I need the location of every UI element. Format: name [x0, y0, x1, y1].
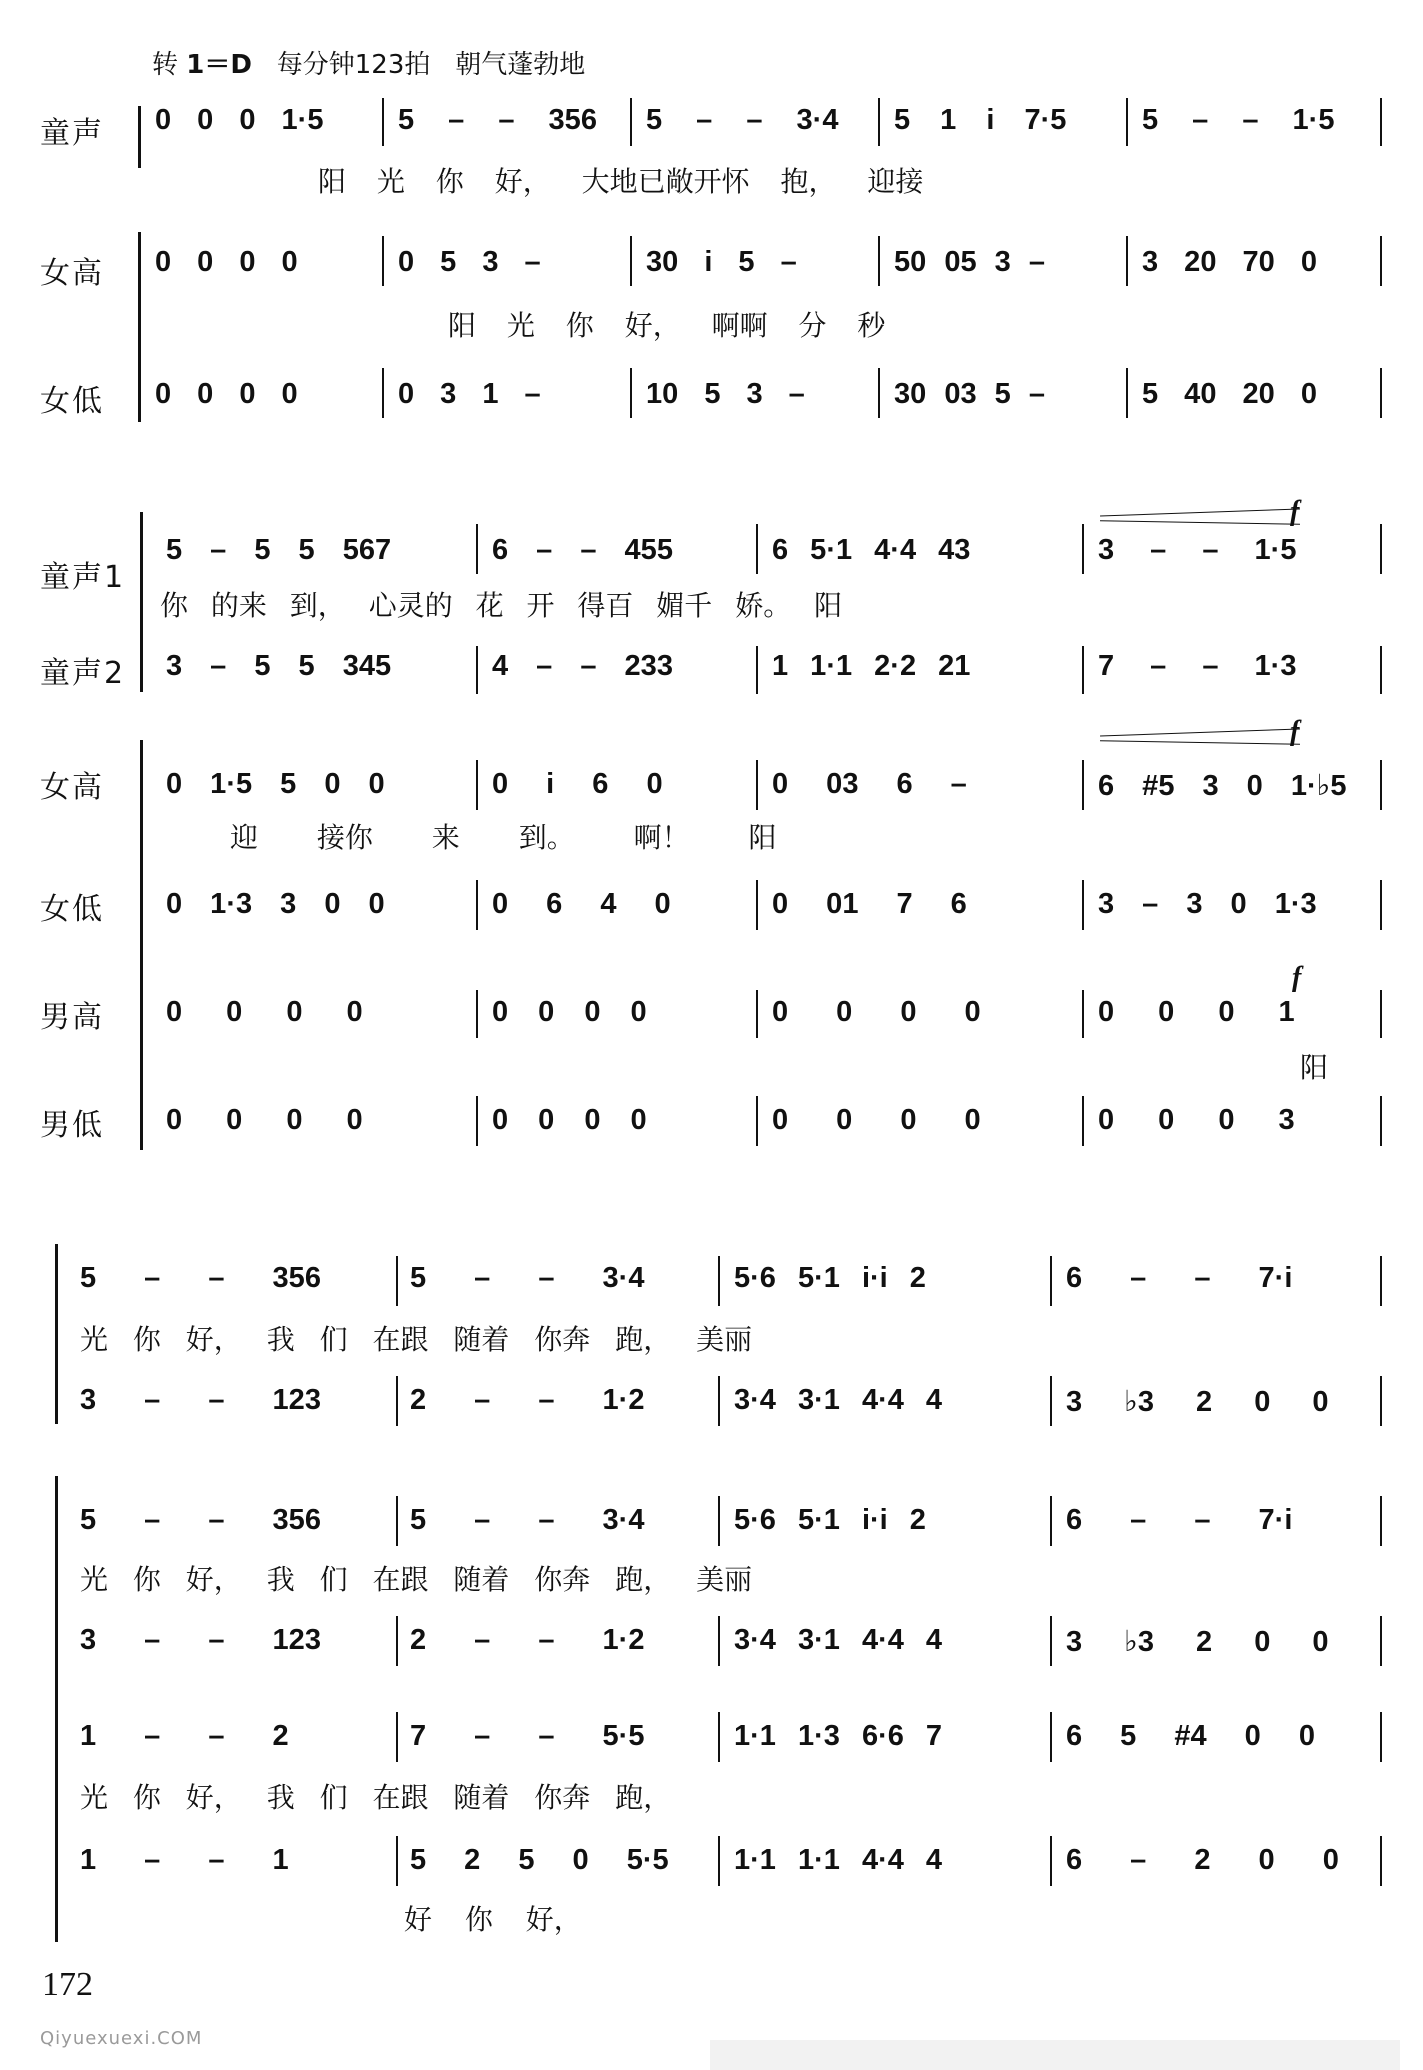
measure-notes: 5 – – 356 [80, 1262, 321, 1294]
measure-notes: 7 – – 5·5 [410, 1720, 645, 1752]
barline [1050, 1712, 1052, 1762]
barline [1082, 880, 1084, 930]
measure-notes: 0 3 1 – [398, 378, 541, 410]
measure-notes: 3 ♭3 2 0 0 [1066, 1386, 1329, 1418]
measure-notes: 2 – – 1·2 [410, 1384, 645, 1416]
barline [1380, 1096, 1382, 1146]
lyrics-line: 光 你 好， 我 们 在跟 随着 你奔 跑， 美丽 [80, 1323, 753, 1356]
barline [1380, 646, 1382, 694]
barline [718, 1256, 720, 1306]
measure-notes: 0 i 6 0 [492, 768, 663, 800]
measure-notes: 2 – – 1·2 [410, 1624, 645, 1656]
measure-notes: 6 – – 7·i [1066, 1504, 1293, 1536]
crescendo-hairpin [1100, 509, 1300, 517]
measure-notes: 6 – – 455 [492, 534, 673, 566]
measure-notes: 10 5 3 – [646, 378, 805, 410]
barline [1380, 760, 1382, 810]
barline [1050, 1836, 1052, 1886]
barline [756, 760, 758, 810]
barline [1126, 236, 1128, 286]
voice-label: 男低 [40, 1108, 104, 1143]
barline [1380, 1836, 1382, 1886]
dynamic-forte: f [1290, 496, 1300, 527]
measure-notes: 0 0 0 0 [772, 996, 981, 1028]
measure-notes: 6 – 2 0 0 [1066, 1844, 1339, 1876]
measure-notes: 0 0 0 1·5 [155, 104, 324, 136]
barline [476, 990, 478, 1038]
measure-notes: 3 ♭3 2 0 0 [1066, 1626, 1329, 1658]
barline [1082, 1096, 1084, 1146]
barline [1380, 368, 1382, 418]
measure-notes: 6 5·1 4·4 43 [772, 534, 971, 566]
measure-notes: 0 0 0 0 [166, 1104, 363, 1136]
barline [1082, 646, 1084, 694]
measure-notes: 0 0 0 0 [166, 996, 363, 1028]
voice-label: 童声2 [40, 656, 126, 691]
measure-notes: 0 01 7 6 [772, 888, 967, 920]
measure-notes: 30 03 5 – [894, 378, 1045, 410]
voice-label: 女低 [40, 384, 104, 419]
dynamic-forte: f [1290, 716, 1300, 747]
measure-notes: 0 0 0 0 [155, 246, 298, 278]
lyrics-line: 光 你 好， 我 们 在跟 随着 你奔 跑， [80, 1781, 672, 1814]
tempo-header [152, 44, 585, 81]
measure-notes: 6 – – 7·i [1066, 1262, 1293, 1294]
barline [476, 760, 478, 810]
crescendo-hairpin [1100, 729, 1300, 737]
barline [878, 368, 880, 418]
barline [476, 1096, 478, 1146]
measure-notes: 5 2 5 0 5·5 [410, 1844, 669, 1876]
measure-notes: 1 – – 1 [80, 1844, 289, 1876]
measure-notes: 5 – – 1·5 [1142, 104, 1335, 136]
measure-notes: 6 5 #4 0 0 [1066, 1720, 1315, 1752]
barline [1126, 98, 1128, 146]
measure-notes: 1·1 1·3 6·6 7 [734, 1720, 943, 1752]
barline [1126, 368, 1128, 418]
measure-notes: 1 – – 2 [80, 1720, 289, 1752]
barline [396, 1496, 398, 1546]
measure-notes: 7 – – 1·3 [1098, 650, 1297, 682]
barline [1380, 98, 1382, 146]
barline [1050, 1376, 1052, 1426]
barline [1050, 1616, 1052, 1666]
barline [718, 1376, 720, 1426]
lyrics-line: 迎 接你 来 到。 啊！ 阳 [230, 821, 777, 854]
barline [396, 1836, 398, 1886]
measure-notes: 3 – – 123 [80, 1624, 321, 1656]
barline [476, 646, 478, 694]
measure-notes: 5 40 20 0 [1142, 378, 1317, 410]
measure-notes: 6 #5 3 0 1·♭5 [1098, 770, 1347, 802]
measure-notes: 0 1·5 5 0 0 [166, 768, 385, 800]
key-change: 转 [152, 50, 179, 80]
measure-notes: 3·4 3·1 4·4 4 [734, 1384, 943, 1416]
measure-notes: 1·1 1·1 4·4 4 [734, 1844, 943, 1876]
voice-label: 女低 [40, 892, 104, 927]
barline [756, 1096, 758, 1146]
barline [382, 368, 384, 418]
measure-notes: 3·4 3·1 4·4 4 [734, 1624, 943, 1656]
voice-label: 女高 [40, 256, 104, 291]
dynamic-forte: f [1292, 962, 1302, 993]
lyrics-line: 阳 光 你 好， 啊啊 分 秒 [448, 309, 886, 342]
expression-marking: 朝气蓬勃地 [455, 50, 586, 80]
barline [756, 524, 758, 574]
barline [756, 990, 758, 1038]
barline [1380, 1256, 1382, 1306]
measure-notes: 30 i 5 – [646, 246, 797, 278]
barline [382, 98, 384, 146]
measure-notes: 0 1·3 3 0 0 [166, 888, 385, 920]
measure-notes: 5·6 5·1 i·i 2 [734, 1262, 926, 1294]
measure-notes: 3 – 5 5 345 [166, 650, 392, 682]
barline [1380, 990, 1382, 1038]
barline [382, 236, 384, 286]
voice-label: 童声1 [40, 560, 126, 595]
barline [1082, 990, 1084, 1038]
barline [718, 1836, 720, 1886]
measure-notes: 0 03 6 – [772, 768, 967, 800]
barline [630, 368, 632, 418]
measure-notes: 0 6 4 0 [492, 888, 671, 920]
barline [1082, 524, 1084, 574]
brace [138, 106, 141, 168]
measure-notes: 0 0 0 1 [1098, 996, 1295, 1028]
crescendo-hairpin [1100, 520, 1300, 524]
measure-notes: 50 05 3 – [894, 246, 1045, 278]
measure-notes: 5 – – 3·4 [410, 1504, 645, 1536]
measure-notes: 0 0 0 0 [772, 1104, 981, 1136]
measure-notes: 0 5 3 – [398, 246, 541, 278]
measure-notes: 3 – 3 0 1·3 [1098, 888, 1317, 920]
barline [1380, 1496, 1382, 1546]
barline [1380, 236, 1382, 286]
barline [1380, 524, 1382, 574]
measure-notes: 3 20 70 0 [1142, 246, 1317, 278]
lyrics-line: 好 你 好， [404, 1903, 582, 1936]
measure-notes: 0 0 0 3 [1098, 1104, 1295, 1136]
barline [476, 524, 478, 574]
crescendo-hairpin [1100, 740, 1300, 744]
barline [878, 236, 880, 286]
measure-notes: 3 – – 1·5 [1098, 534, 1297, 566]
lyrics-line: 你 的来 到， 心灵的 花 开 得百 媚千 娇。 阳 [160, 589, 843, 622]
measure-notes: 0 0 0 0 [492, 996, 647, 1028]
barline [718, 1616, 720, 1666]
barline [476, 880, 478, 930]
barline [1380, 1616, 1382, 1666]
barline [396, 1376, 398, 1426]
tempo-marking: 每分钟123拍 [276, 50, 431, 80]
measure-notes: 1 1·1 2·2 21 [772, 650, 971, 682]
page-number: 172 [42, 1966, 93, 2003]
barline [396, 1712, 398, 1762]
measure-notes: 5 – – 356 [398, 104, 597, 136]
measure-notes: 5 – – 3·4 [646, 104, 839, 136]
barline [756, 646, 758, 694]
barline [396, 1616, 398, 1666]
brace [140, 512, 143, 692]
measure-notes: 5·6 5·1 i·i 2 [734, 1504, 926, 1536]
barline [1050, 1256, 1052, 1306]
brace [140, 740, 143, 1150]
measure-notes: 0 0 0 0 [155, 378, 298, 410]
measure-notes: 5 1 i 7·5 [894, 104, 1067, 136]
measure-notes: 3 – – 123 [80, 1384, 321, 1416]
measure-notes: 4 – – 233 [492, 650, 673, 682]
lyrics-line: 阳 [1300, 1051, 1329, 1084]
key-signature: 1＝D [186, 50, 252, 80]
brace [138, 232, 141, 422]
footer-shade [710, 2040, 1400, 2070]
barline [630, 98, 632, 146]
watermark: Qiyuexuexi.COM [40, 2028, 203, 2049]
barline [630, 236, 632, 286]
barline [1380, 1376, 1382, 1426]
brace [55, 1244, 58, 1424]
voice-label: 女高 [40, 770, 104, 805]
barline [1380, 1712, 1382, 1762]
barline [396, 1256, 398, 1306]
brace [55, 1476, 58, 1942]
barline [1050, 1496, 1052, 1546]
measure-notes: 5 – – 3·4 [410, 1262, 645, 1294]
measure-notes: 5 – 5 5 567 [166, 534, 392, 566]
barline [1082, 760, 1084, 810]
measure-notes: 5 – – 356 [80, 1504, 321, 1536]
lyrics-line: 光 你 好， 我 们 在跟 随着 你奔 跑， 美丽 [80, 1563, 753, 1596]
lyrics-line: 阳 光 你 好， 大地已敞开怀 抱， 迎接 [318, 165, 924, 198]
barline [718, 1712, 720, 1762]
barline [878, 98, 880, 146]
voice-label: 男高 [40, 1000, 104, 1035]
barline [756, 880, 758, 930]
barline [1380, 880, 1382, 930]
voice-label: 童声 [40, 116, 104, 151]
barline [718, 1496, 720, 1546]
measure-notes: 0 0 0 0 [492, 1104, 647, 1136]
